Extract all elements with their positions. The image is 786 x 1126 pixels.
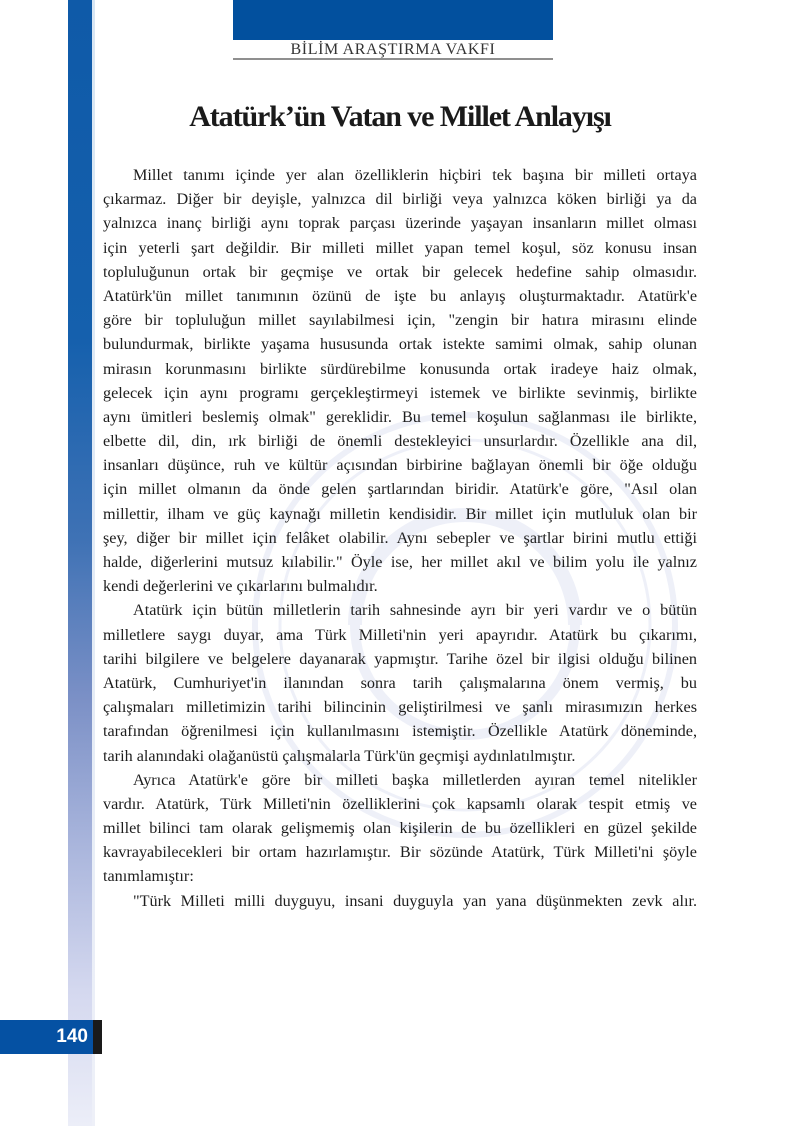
side-accent-bar-edge <box>92 0 95 1126</box>
page-number: 140 <box>56 1026 88 1047</box>
page-title: Atatürk’ün Vatan ve Millet Anlayışı <box>189 100 611 133</box>
body-line: insanları düşünce, ruh ve kültür açısından birbirine bağlayan önemli bir öğe olduğu <box>103 456 697 475</box>
body-line: Atatürk için bütün milletlerin tarih sahnesinde ayrı bir yeri vardır ve o bütün <box>133 601 697 620</box>
body-line: halde, diğerlerini mutsuz kılabilir." Öyle ise, her millet akıl ve bilim yolu ile yalnız <box>103 553 697 571</box>
body-line: millet bilinci tam olarak gelişmemiş olan kişilerin de bu özellikleri en güzel şekilde <box>103 819 697 838</box>
body-line: çalışmaları milletimizin tarihi bilincinin geliştirilmesi ve şanlı mirasımızın herkes <box>103 698 697 717</box>
body-line: Atatürk'ün millet tanımının özünü de işte bu anlayış oluşturmaktadır. Atatürk'e <box>103 286 697 305</box>
body-line: aynı ümitleri beslemiş olmak" gereklidir. Bu temel koşulun sağlanması ile birlikte, <box>103 407 697 426</box>
body-line: elbette dil, din, ırk birliği de önemli destekleyici unsurlardır. Özellikle ana dil, <box>103 432 697 451</box>
body-line: göre bir topluluğun millet sayılabilmesi için, "zengin bir hatıra mirasını elinde <box>103 311 697 330</box>
publisher-name: BİLİM ARAŞTIRMA VAKFI <box>290 41 496 58</box>
page-number-edge <box>93 1020 102 1054</box>
body-line: yalnızca inanç birliği aynı toprak parçası üzerinde yaşayan insanların millet olması <box>103 214 697 233</box>
header-band <box>233 0 553 40</box>
body-line: Atatürk, Cumhuriyet'in ilanından sonra tarih çalışmalarına önem vermiş, bu <box>103 673 697 692</box>
body-line: milletlere saygı duyar, ama Türk Milleti'nin yeri apayrıdır. Atatürk bu çıkarımı, <box>103 625 697 644</box>
body-line: millettir, ilham ve güç kaynağı milletin kendisidir. Bir millet için mutluluk olan bir <box>103 504 697 523</box>
body-line: kavrayabilecekleri bir ortam hazırlamıştır. Bir sözünde Atatürk, Türk Milleti'ni şöyle <box>103 843 697 862</box>
body-line: bulundurmak, birlikte yaşama hususunda ortak istekte samimi olmak, sahip olunan <box>103 335 697 354</box>
body-line: Millet tanımı içinde yer alan özelliklerin hiçbiri tek başına bir milleti ortaya <box>133 166 697 184</box>
body-line: şey, diğer bir millet için felâket olabilir. Aynı sebepler ve şartlar birini mutlu ettiği <box>103 528 697 547</box>
body-line: için yeterli şart değildir. Bir milleti millet yapan temel koşul, söz konusu insan <box>103 238 697 257</box>
body-line: Ayrıca Atatürk'e göre bir milleti başka milletlerden ayıran temel nitelikler <box>133 770 697 789</box>
body-line: gelecek için aynı programı gerçekleştirmeyi istemek ve birlikte sevinmiş, birlikte <box>103 383 697 402</box>
header-rule <box>233 58 553 60</box>
article-body <box>103 163 697 913</box>
body-line: kendi değerlerini ve çıkarlarını bulmalıdır. <box>103 577 378 596</box>
side-accent-bar <box>68 0 92 1126</box>
body-line: çıkarmaz. Diğer bir deyişle, yalnızca dil birliği veya yalnızca köken birliği ya da <box>103 190 697 209</box>
body-line: mirasın korunmasını birlikte sürdürebilme konusunda ortak iradeye haiz olmak, <box>103 359 697 378</box>
body-line: tarihi bilgilere ve belgelere dayanarak yapmıştır. Tarihe özel bir ilgisi olduğu bilinen <box>103 649 697 668</box>
body-line: vardır. Atatürk, Türk Milleti'nin özelliklerini çok kapsamlı olarak tespit etmiş ve <box>103 794 697 813</box>
body-line: tarafından öğrenilmesi için kullanılmasını istemiştir. Özellikle Atatürk döneminde, <box>103 722 697 741</box>
body-line: için millet olmanın da önde gelen şartlarından biridir. Atatürk'e göre, "Asıl olan <box>103 480 697 499</box>
body-line: tanımlamıştır: <box>103 867 194 886</box>
body-line: topluluğunun ortak bir geçmişe ve ortak bir gelecek hedefine sahip olmasıdır. <box>103 262 697 281</box>
body-line: tarih alanındaki olağanüstü çalışmalarla Türk'ün geçmişi aydınlatılmıştır. <box>103 746 576 765</box>
body-line: "Türk Milleti milli duyguyu, insani duyguyla yan yana düşünmekten zevk alır. <box>133 891 697 910</box>
